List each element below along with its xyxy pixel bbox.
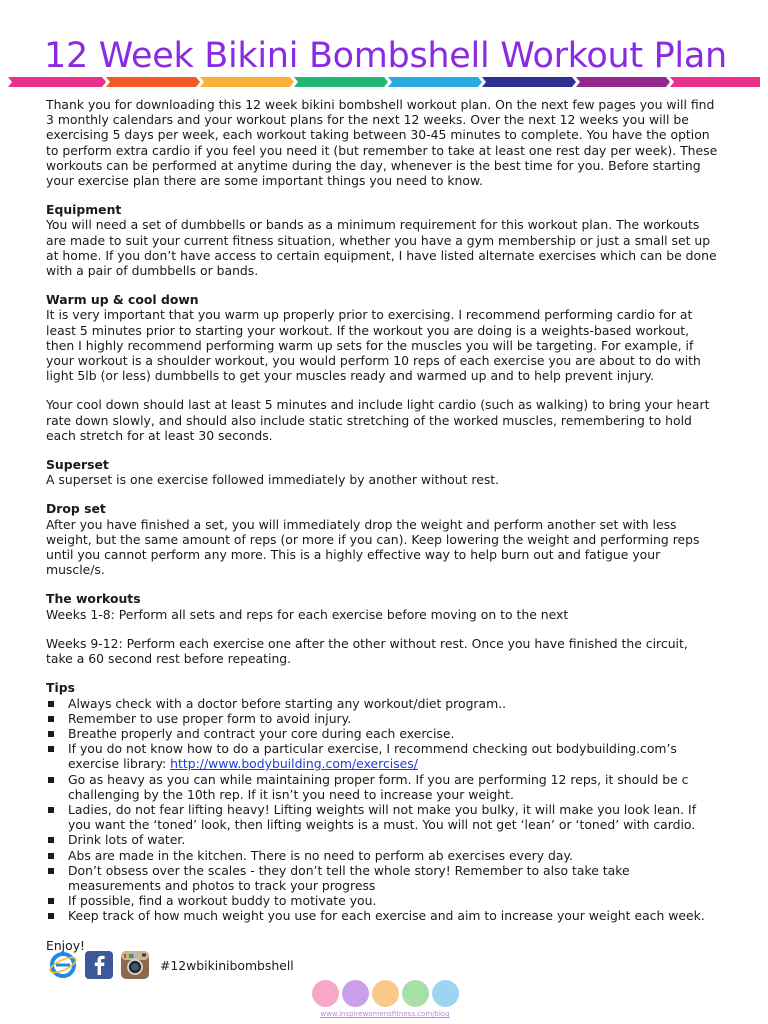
list-item: Always check with a doctor before starting any workout/diet program.. bbox=[46, 696, 718, 711]
internet-explorer-icon[interactable] bbox=[48, 950, 78, 980]
closing-text: Enjoy! bbox=[46, 937, 86, 953]
instagram-icon[interactable] bbox=[120, 950, 150, 980]
equipment-text: You will need a set of dumbbells or bands as a minimum requirement for this workout plan. The workouts are made to suit your current fitness situation, whether you have a gym membership or just a small set up at home. If you don’t have access to certain equipment, I have listed alternate exercises which can be done with a pair of dumbbells or bands. bbox=[46, 217, 717, 279]
document-body bbox=[46, 97, 718, 967]
hashtag-text: #12wbikinibombshell bbox=[160, 957, 294, 973]
workouts-heading: The workouts bbox=[46, 591, 141, 607]
footer-logo bbox=[300, 980, 470, 1007]
list-item: Go as heavy as you can while maintaining proper form. If you are performing 12 reps, it should be c challenging by the 10th rep. If it isn’t you need to increase your weight. bbox=[46, 772, 718, 802]
workouts-text-weeks-1-8: Weeks 1-8: Perform all sets and reps for each exercise before moving on to the next bbox=[46, 606, 569, 622]
list-item: Breathe properly and contract your core during each exercise. bbox=[46, 726, 718, 741]
rainbow-ribbon bbox=[8, 77, 760, 87]
fitness-figure-icon bbox=[342, 980, 369, 1007]
ribbon-stripe bbox=[482, 77, 576, 87]
equipment-section bbox=[46, 202, 718, 278]
ribbon-stripe bbox=[388, 77, 482, 87]
fitness-figure-icon bbox=[312, 980, 339, 1007]
bodybuilding-exercises-link[interactable]: http://www.bodybuilding.com/exercises/ bbox=[170, 756, 418, 772]
dropset-text: After you have finished a set, you will immediately drop the weight and perform another set with less weight, but the same amount of reps (or more if you can). Keep lowering the weight and performing reps until you cannot perform any more. This is a highly effective way to help burn out and fatigue your muscle/s. bbox=[46, 516, 700, 578]
ribbon-stripe bbox=[670, 77, 760, 87]
page-title: 12 Week Bikini Bombshell Workout Plan bbox=[44, 36, 727, 76]
tips-section bbox=[46, 680, 718, 952]
workouts-text-weeks-9-12: Weeks 9-12: Perform each exercise one after the other without rest. Once you have finished the circuit, take a 60 second rest before repeating. bbox=[46, 635, 688, 667]
ribbon-stripe bbox=[576, 77, 670, 87]
list-item: If possible, find a workout buddy to motivate you. bbox=[46, 893, 718, 908]
list-item: Remember to use proper form to avoid injury. bbox=[46, 711, 718, 726]
superset-text: A superset is one exercise followed immediately by another without rest. bbox=[46, 472, 500, 488]
tips-heading: Tips bbox=[46, 680, 75, 696]
list-item: If you do not know how to do a particular exercise, I recommend checking out bodybuilding.com’s exercise library: http://www.bodybuilding.com/exercises/ bbox=[46, 741, 718, 771]
social-bar bbox=[48, 950, 294, 980]
intro-paragraph: Thank you for downloading this 12 week bikini bombshell workout plan. On the next few pages you will find 3 monthly calendars and your workout plans for the next 12 weeks. Over the next 12 weeks you will be exercising 5 days per week, each workout taking between 30-45 minutes to complete. You have the option to perform extra cardio if you feel you need it (but remember to take at least one rest day per week). These workouts can be performed at anytime during the day, whenever is the best time for you. Before starting your exercise plan there are some important things you need to know. bbox=[46, 97, 718, 189]
superset-section bbox=[46, 457, 718, 487]
fitness-figure-icon bbox=[432, 980, 459, 1007]
list-item: Drink lots of water. bbox=[46, 832, 718, 847]
dropset-heading: Drop set bbox=[46, 501, 106, 517]
equipment-heading: Equipment bbox=[46, 202, 122, 218]
footer-url[interactable]: www.inspirewomensfitness.com/blog bbox=[320, 1010, 450, 1018]
list-item: Abs are made in the kitchen. There is no need to perform ab exercises every day. bbox=[46, 848, 718, 863]
workouts-section bbox=[46, 591, 718, 666]
warmup-heading: Warm up & cool down bbox=[46, 292, 199, 308]
fitness-figure-icon bbox=[402, 980, 429, 1007]
fitness-figure-icon bbox=[372, 980, 399, 1007]
ribbon-stripe bbox=[106, 77, 200, 87]
warmup-section bbox=[46, 292, 718, 443]
list-item: Don’t obsess over the scales - they don’t tell the whole story! Remember to also take take measurements and photos to track your progress bbox=[46, 863, 718, 893]
ribbon-stripe bbox=[200, 77, 294, 87]
footer bbox=[300, 980, 470, 1018]
facebook-icon[interactable] bbox=[84, 950, 114, 980]
list-item: Keep track of how much weight you use for each exercise and aim to increase your weight each week. bbox=[46, 908, 718, 923]
ribbon-stripe bbox=[294, 77, 388, 87]
list-item: Ladies, do not fear lifting heavy! Lifting weights will not make you bulky, it will make you look lean. If you want the ‘toned’ look, then lifting weights is a must. You will not get ‘lean’ or ‘toned’ with cardio. bbox=[46, 802, 718, 832]
ribbon-stripe bbox=[8, 77, 106, 87]
warmup-text: It is very important that you warm up properly prior to exercising. I recommend performing cardio for at least 5 minutes prior to starting your workout. If the workout you are doing is a weights-based workout, then I highly recommend performing warm up sets for the muscles you will be targeting. For example, if your workout is a shoulder workout, you would perform 10 reps of each exercise you are about to do with light 5lb (or less) dumbbells to get your muscles ready and warmed up and to help prevent injury. bbox=[46, 307, 701, 384]
superset-heading: Superset bbox=[46, 457, 109, 473]
tips-list bbox=[46, 696, 718, 924]
dropset-section bbox=[46, 501, 718, 577]
cooldown-text: Your cool down should last at least 5 minutes and include light cardio (such as walking) to bring your heart rate down slowly, and should also include static stretching of the worked muscles, remembering to hold each stretch for at least 30 seconds. bbox=[46, 397, 710, 443]
